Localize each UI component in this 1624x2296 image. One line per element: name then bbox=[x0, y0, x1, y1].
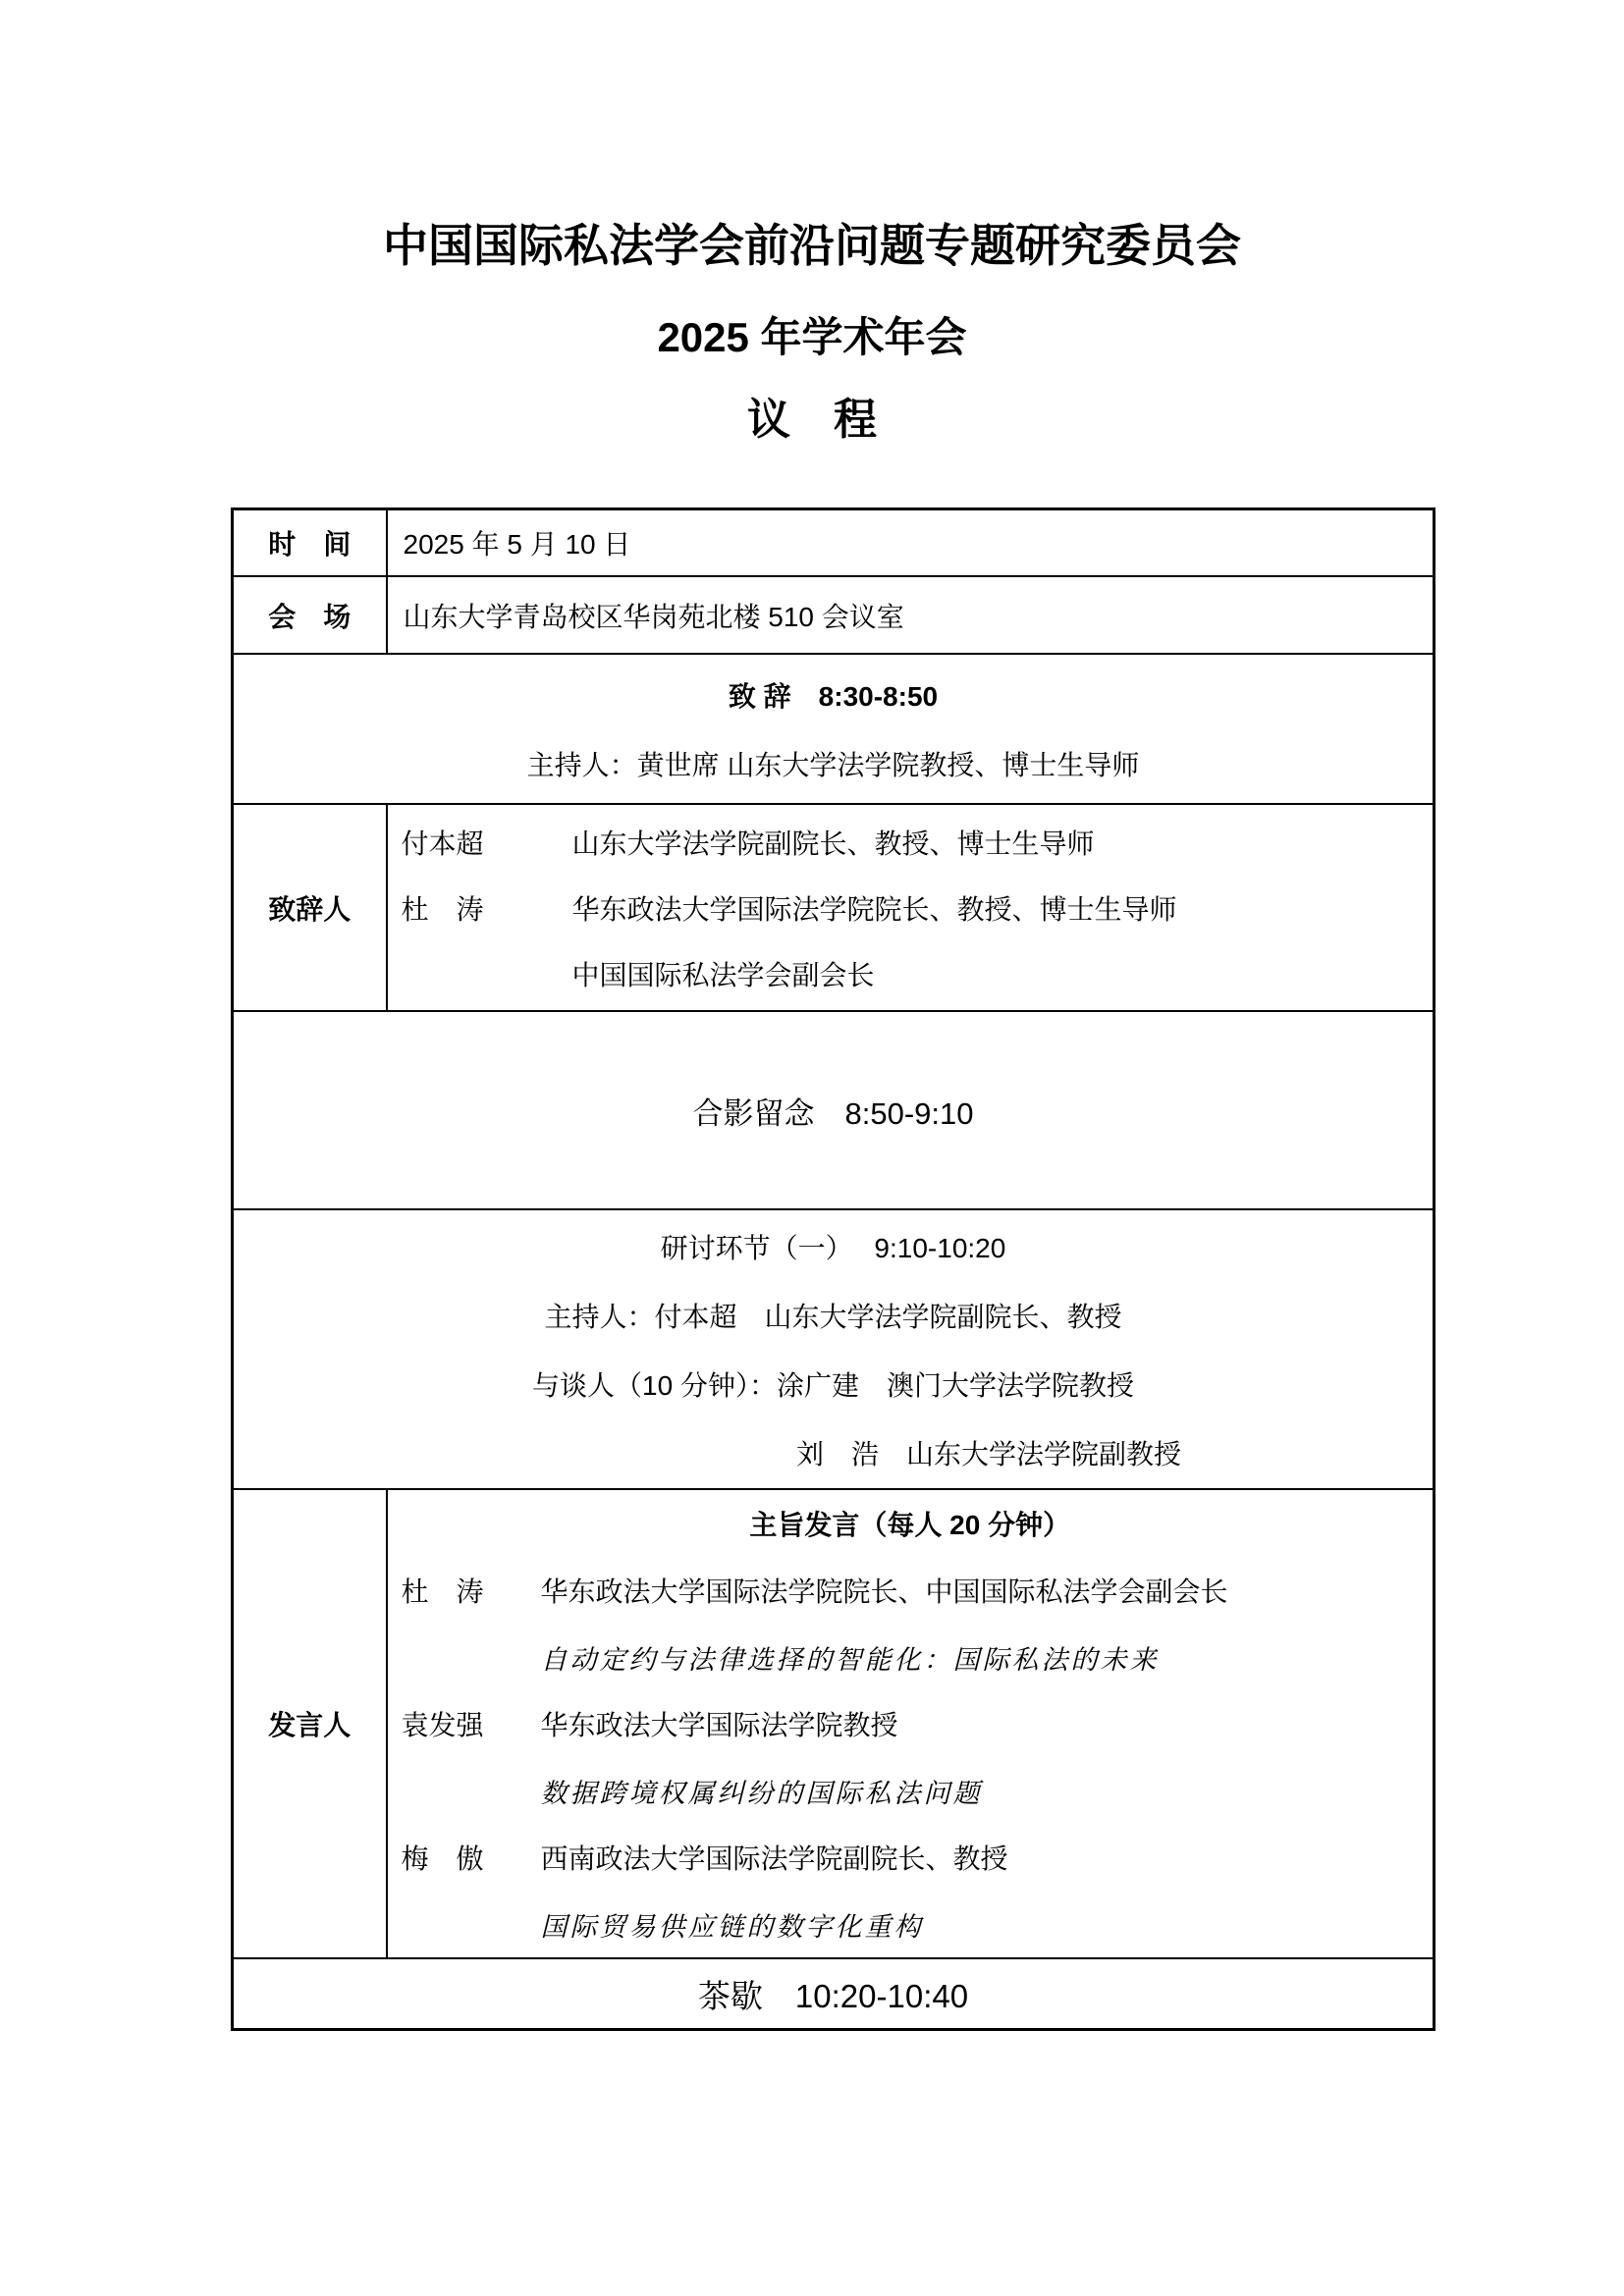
greeter-name: 杜 涛 bbox=[401, 893, 484, 925]
speaker-line bbox=[388, 1824, 1434, 1891]
opening-header: 致 辞 8:30-8:50 bbox=[728, 680, 939, 712]
session1-row bbox=[233, 1209, 1435, 1489]
session1-header: 研讨环节（一） 9:10-10:20 bbox=[660, 1232, 1006, 1263]
opening-cell bbox=[233, 654, 1435, 804]
speaker-name: 杜 涛 bbox=[401, 1576, 484, 1607]
doc-title-line1: 中国国际私法学会前沿问题专题研究委员会 bbox=[383, 220, 1241, 271]
keynote-cell bbox=[387, 1489, 1435, 1958]
tea-break-row bbox=[233, 1958, 1435, 2030]
time-value-cell bbox=[387, 509, 1435, 577]
topic-line bbox=[388, 1624, 1434, 1690]
opening-row bbox=[233, 654, 1435, 804]
speaker-line bbox=[388, 1557, 1434, 1624]
opening-host: 主持人：黄世席 山东大学法学院教授、博士生导师 bbox=[526, 749, 1140, 780]
speaker-line bbox=[388, 1690, 1434, 1757]
agenda-table bbox=[231, 507, 1435, 2031]
time-row bbox=[233, 509, 1435, 577]
photo-row bbox=[233, 1011, 1435, 1209]
speaker-name: 梅 傲 bbox=[401, 1843, 484, 1874]
session1-cell bbox=[233, 1209, 1435, 1489]
greeter-line bbox=[388, 875, 1434, 940]
speaker-topic: 国际贸易供应链的数字化重构 bbox=[540, 1911, 924, 1942]
speaker-desc: 西南政法大学国际法学院副院长、教授 bbox=[540, 1843, 1008, 1874]
time-label: 时 间 bbox=[233, 509, 387, 577]
keynote-row bbox=[233, 1489, 1435, 1958]
greeter-desc: 山东大学法学院副院长、教授、博士生导师 bbox=[571, 828, 1095, 859]
greeter-desc: 华东政法大学国际法学院院长、教授、博士生导师 bbox=[571, 893, 1177, 925]
venue-label: 会 场 bbox=[233, 576, 387, 654]
greeter-line bbox=[388, 940, 1434, 1006]
greeter-name: 付本超 bbox=[401, 828, 484, 859]
photo-cell bbox=[233, 1011, 1435, 1209]
doc-title-line2: 2025 年学术年会 bbox=[657, 314, 967, 360]
speaker-name: 袁发强 bbox=[401, 1710, 484, 1740]
session1-discussant2: 刘 浩 山东大学法学院副教授 bbox=[796, 1438, 1182, 1469]
greeters-label: 致辞人 bbox=[233, 804, 387, 1011]
greeter-desc: 中国国际私法学会副会长 bbox=[571, 959, 875, 990]
tea-break-text: 茶歇 10:20-10:40 bbox=[697, 1977, 969, 2014]
speaker-desc: 华东政法大学国际法学院院长、中国国际私法学会副会长 bbox=[540, 1576, 1228, 1607]
venue-value-cell bbox=[387, 576, 1435, 654]
greeters-cell bbox=[387, 804, 1435, 1011]
greeter-line bbox=[388, 809, 1434, 875]
time-value: 2025 年 5 月 10 日 bbox=[403, 529, 631, 560]
photo-text: 合影留念 8:50-9:10 bbox=[692, 1095, 974, 1131]
tea-break-cell bbox=[233, 1958, 1435, 2030]
speaker-topic: 数据跨境权属纠纷的国际私法问题 bbox=[540, 1778, 983, 1808]
venue-value: 山东大学青岛校区华岗苑北楼 510 会议室 bbox=[403, 601, 904, 632]
greeters-row bbox=[233, 804, 1435, 1011]
session1-host: 主持人：付本超 山东大学法学院副院长、教授 bbox=[544, 1301, 1122, 1332]
doc-title-line3: 议 程 bbox=[747, 396, 877, 444]
speaker-desc: 华东政法大学国际法学院教授 bbox=[540, 1710, 898, 1740]
topic-line bbox=[388, 1891, 1434, 1957]
session1-discussants: 与谈人（10 分钟）：涂广建 澳门大学法学院教授 bbox=[532, 1369, 1134, 1401]
venue-row bbox=[233, 576, 1435, 654]
keynote-header: 主旨发言（每人 20 分钟） bbox=[749, 1510, 1071, 1540]
speaker-topic: 自动定约与法律选择的智能化：国际私法的未来 bbox=[540, 1644, 1160, 1675]
topic-line bbox=[388, 1757, 1434, 1824]
keynote-label: 发言人 bbox=[233, 1489, 387, 1958]
